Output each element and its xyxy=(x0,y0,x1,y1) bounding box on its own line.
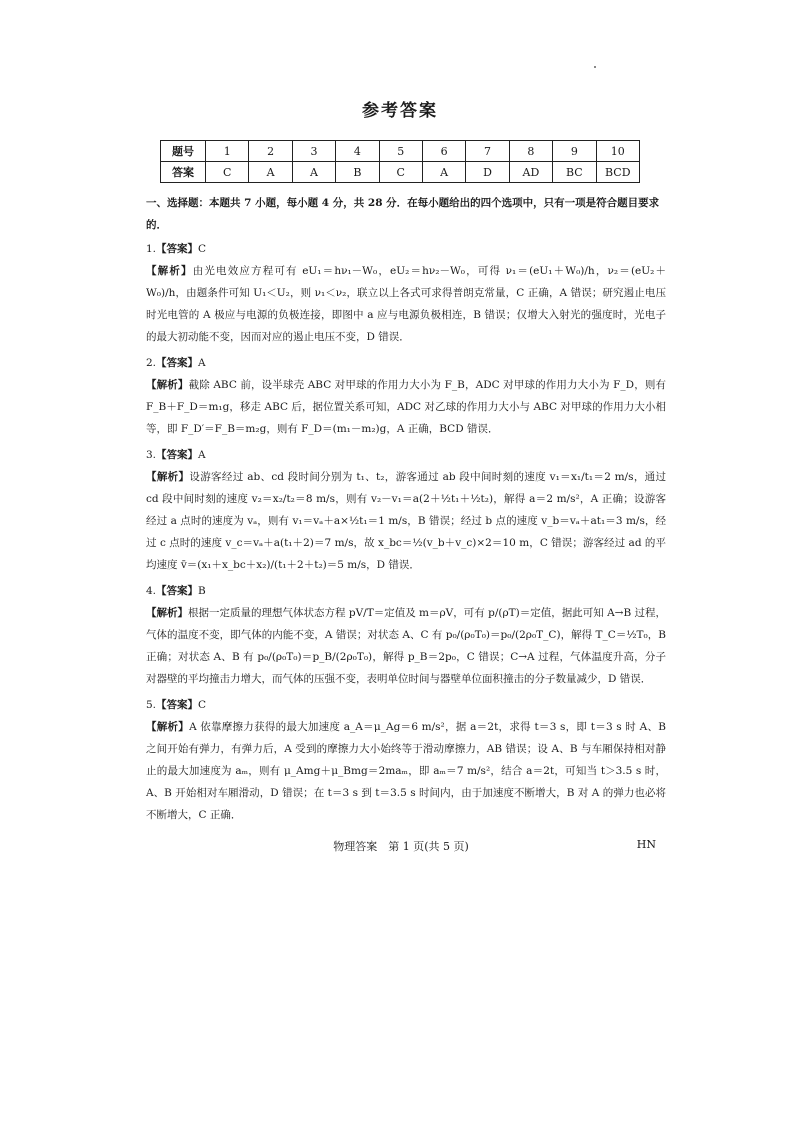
explanation-paragraph xyxy=(146,260,666,348)
explanation-tag: 【解析】 xyxy=(146,471,190,483)
number-row-header: 题号 xyxy=(161,141,206,162)
answer-cell: A xyxy=(249,162,292,183)
answer-cell: D xyxy=(466,162,509,183)
answer-cell: B xyxy=(336,162,379,183)
question-answer-line xyxy=(146,580,666,602)
answer-cell: BCD xyxy=(596,162,639,183)
answer-tag: 【答案】 xyxy=(156,243,199,255)
question-number: 5. xyxy=(146,699,157,711)
answer-cell: BC xyxy=(553,162,596,183)
question-answer-line xyxy=(146,352,666,374)
question-number-cell: 8 xyxy=(509,141,552,162)
section-heading: 一、选择题：本题共 7 小题，每小题 4 分，共 28 分．在每小题给出的四个选项中，只有一项是符合题目要求的． xyxy=(146,197,660,231)
question-answer-line xyxy=(146,694,666,716)
question-answer-line xyxy=(146,238,666,260)
question-number: 3. xyxy=(146,449,157,461)
explanation-text: 设游客经过 ab、cd 段时间分别为 t₁、t₂，游客通过 ab 段中间时刻的速度 v₁＝x₁/t₁＝2 m/s，通过 cd 段中间时刻的速度 v₂＝x₂/t₂＝8 m/s，则有 v₂－v₁＝a(2＋½t₁＋½t₂)，解得 a＝2 m/s²，A 正确；设游客经过 a 点时的速度为 vₐ，则有 v₁＝vₐ＋a×½t₁＝1 m/s，B 错误；经过 b 点的速度 v_b＝vₐ＋at₁＝3 m/s，经过 c 点时的速度 v_c＝vₐ＋a(t₁＋2)＝7 m/s，故 x_bc＝½(v_b＋v_c)×2＝10 m，C 错误；游客经过 ad 的平均速度 v̄＝(x₁＋x_bc＋x₂)/(t₁＋2＋t₂)＝5 m/s，D 错误． xyxy=(146,471,666,571)
answer-tag: 【答案】 xyxy=(156,699,199,711)
explanation-tag: 【解析】 xyxy=(146,265,193,277)
explanation-text: 截除 ABC 前，设半球壳 ABC 对甲球的作用力大小为 F_B，ADC 对甲球的作用力大小为 F_D，则有 F_B＋F_D＝m₁g，移走 ABC 后，据位置关系可知，ADC 对乙球的作用力大小与 ABC 对甲球的作用力大小相等，即 F_D′＝F_B＝m₂g，则有 F_D＝(m₁－m₂)g，A 正确，BCD 错误． xyxy=(146,379,666,435)
question-answer-line xyxy=(146,444,666,466)
answer-tag: 【答案】 xyxy=(156,449,199,461)
answer-value: B xyxy=(198,585,206,597)
question-number-cell: 3 xyxy=(292,141,335,162)
answer-tag: 【答案】 xyxy=(156,585,199,597)
answer-value: C xyxy=(198,243,207,255)
answer-cell: C xyxy=(379,162,422,183)
scan-speck xyxy=(594,66,596,68)
answer-table xyxy=(160,140,640,183)
question-number-cell: 2 xyxy=(249,141,292,162)
explanation-text: 由光电效应方程可有 eU₁＝hν₁－W₀，eU₂＝hν₂－W₀，可得 ν₁＝(eU₁＋W₀)/h，ν₂＝(eU₂＋W₀)/h，由题条件可知 U₁＜U₂，则 ν₁＜ν₂，联立以上各式可求得普朗克常量，C 正确，A 错误；研究遏止电压时光电管的 A 极应与电源的负极连接，即图中 a 应与电源负极相连，B 错误；仅增大入射光的强度时，光电子的最大初动能不变，因而对应的遏止电压不变，D 错误． xyxy=(146,265,666,343)
answer-content xyxy=(146,192,666,830)
region-code: HN xyxy=(636,838,656,851)
answer-cell: AD xyxy=(509,162,552,183)
explanation-paragraph xyxy=(146,602,666,690)
question-number-cell: 1 xyxy=(206,141,249,162)
explanation-paragraph xyxy=(146,374,666,440)
page-title: 参考答案 xyxy=(362,101,438,121)
question-number: 4. xyxy=(146,585,157,597)
answer-value: A xyxy=(198,357,206,369)
question-number-cell: 6 xyxy=(422,141,465,162)
explanation-tag: 【解析】 xyxy=(146,721,190,733)
explanation-text: 根据一定质量的理想气体状态方程 pV/T＝定值及 m＝ρV，可有 p/(ρT)＝定值，据此可知 A→B 过程，气体的温度不变，即气体的内能不变，A 错误；对状态 A、C 有 p₀/(ρ₀T₀)＝p₀/(2ρ₀T_C)，解得 T_C＝½T₀，B 正确；对状态 A、B 有 p₀/(ρ₀T₀)＝p_B/(2ρ₀T₀)，解得 p_B＝2p₀，C 错误；C→A 过程，气体温度升高，分子对器壁的平均撞击力增大，而气体的压强不变，表明单位时间与器壁单位面积撞击的分子数量减少，D 错误． xyxy=(146,607,666,685)
answer-table-answer-row xyxy=(161,162,640,183)
answer-cell: C xyxy=(206,162,249,183)
explanation-tag: 【解析】 xyxy=(146,379,189,391)
explanation-paragraph xyxy=(146,466,666,576)
question-number: 1. xyxy=(146,243,157,255)
question-number-cell: 9 xyxy=(553,141,596,162)
question-number-cell: 4 xyxy=(336,141,379,162)
answer-table-number-row xyxy=(161,141,640,162)
answer-cell: A xyxy=(422,162,465,183)
page-number-label: 物理答案 第 1 页(共 5 页) xyxy=(333,840,469,853)
answer-tag: 【答案】 xyxy=(156,357,199,369)
explanation-tag: 【解析】 xyxy=(146,607,189,619)
answer-row-header: 答案 xyxy=(161,162,206,183)
answer-value: C xyxy=(198,699,207,711)
question-number-cell: 7 xyxy=(466,141,509,162)
answer-cell: A xyxy=(292,162,335,183)
question-number-cell: 10 xyxy=(596,141,639,162)
answer-value: A xyxy=(198,449,206,461)
question-number-cell: 5 xyxy=(379,141,422,162)
explanation-paragraph xyxy=(146,716,666,826)
question-number: 2. xyxy=(146,357,157,369)
explanation-text: A 依靠摩擦力获得的最大加速度 a_A＝μ_Ag＝6 m/s²，据 a＝2t，求得 t＝3 s，即 t＝3 s 时 A、B 之间开始有弹力，有弹力后，A 受到的摩擦力大小始终等于滑动摩擦力，AB 错误；设 A、B 与车厢保持相对静止的最大加速度为 aₘ，则有 μ_Amg＋μ_Bmg＝2maₘ，即 aₘ＝7 m/s²，结合 a＝2t，可知当 t＞3.5 s 时，A、B 开始相对车厢滑动，D 错误；在 t＝3 s 到 t＝3.5 s 时间内，由于加速度不断增大，B 对 A 的弹力也必将不断增大，C 正确． xyxy=(146,721,666,821)
